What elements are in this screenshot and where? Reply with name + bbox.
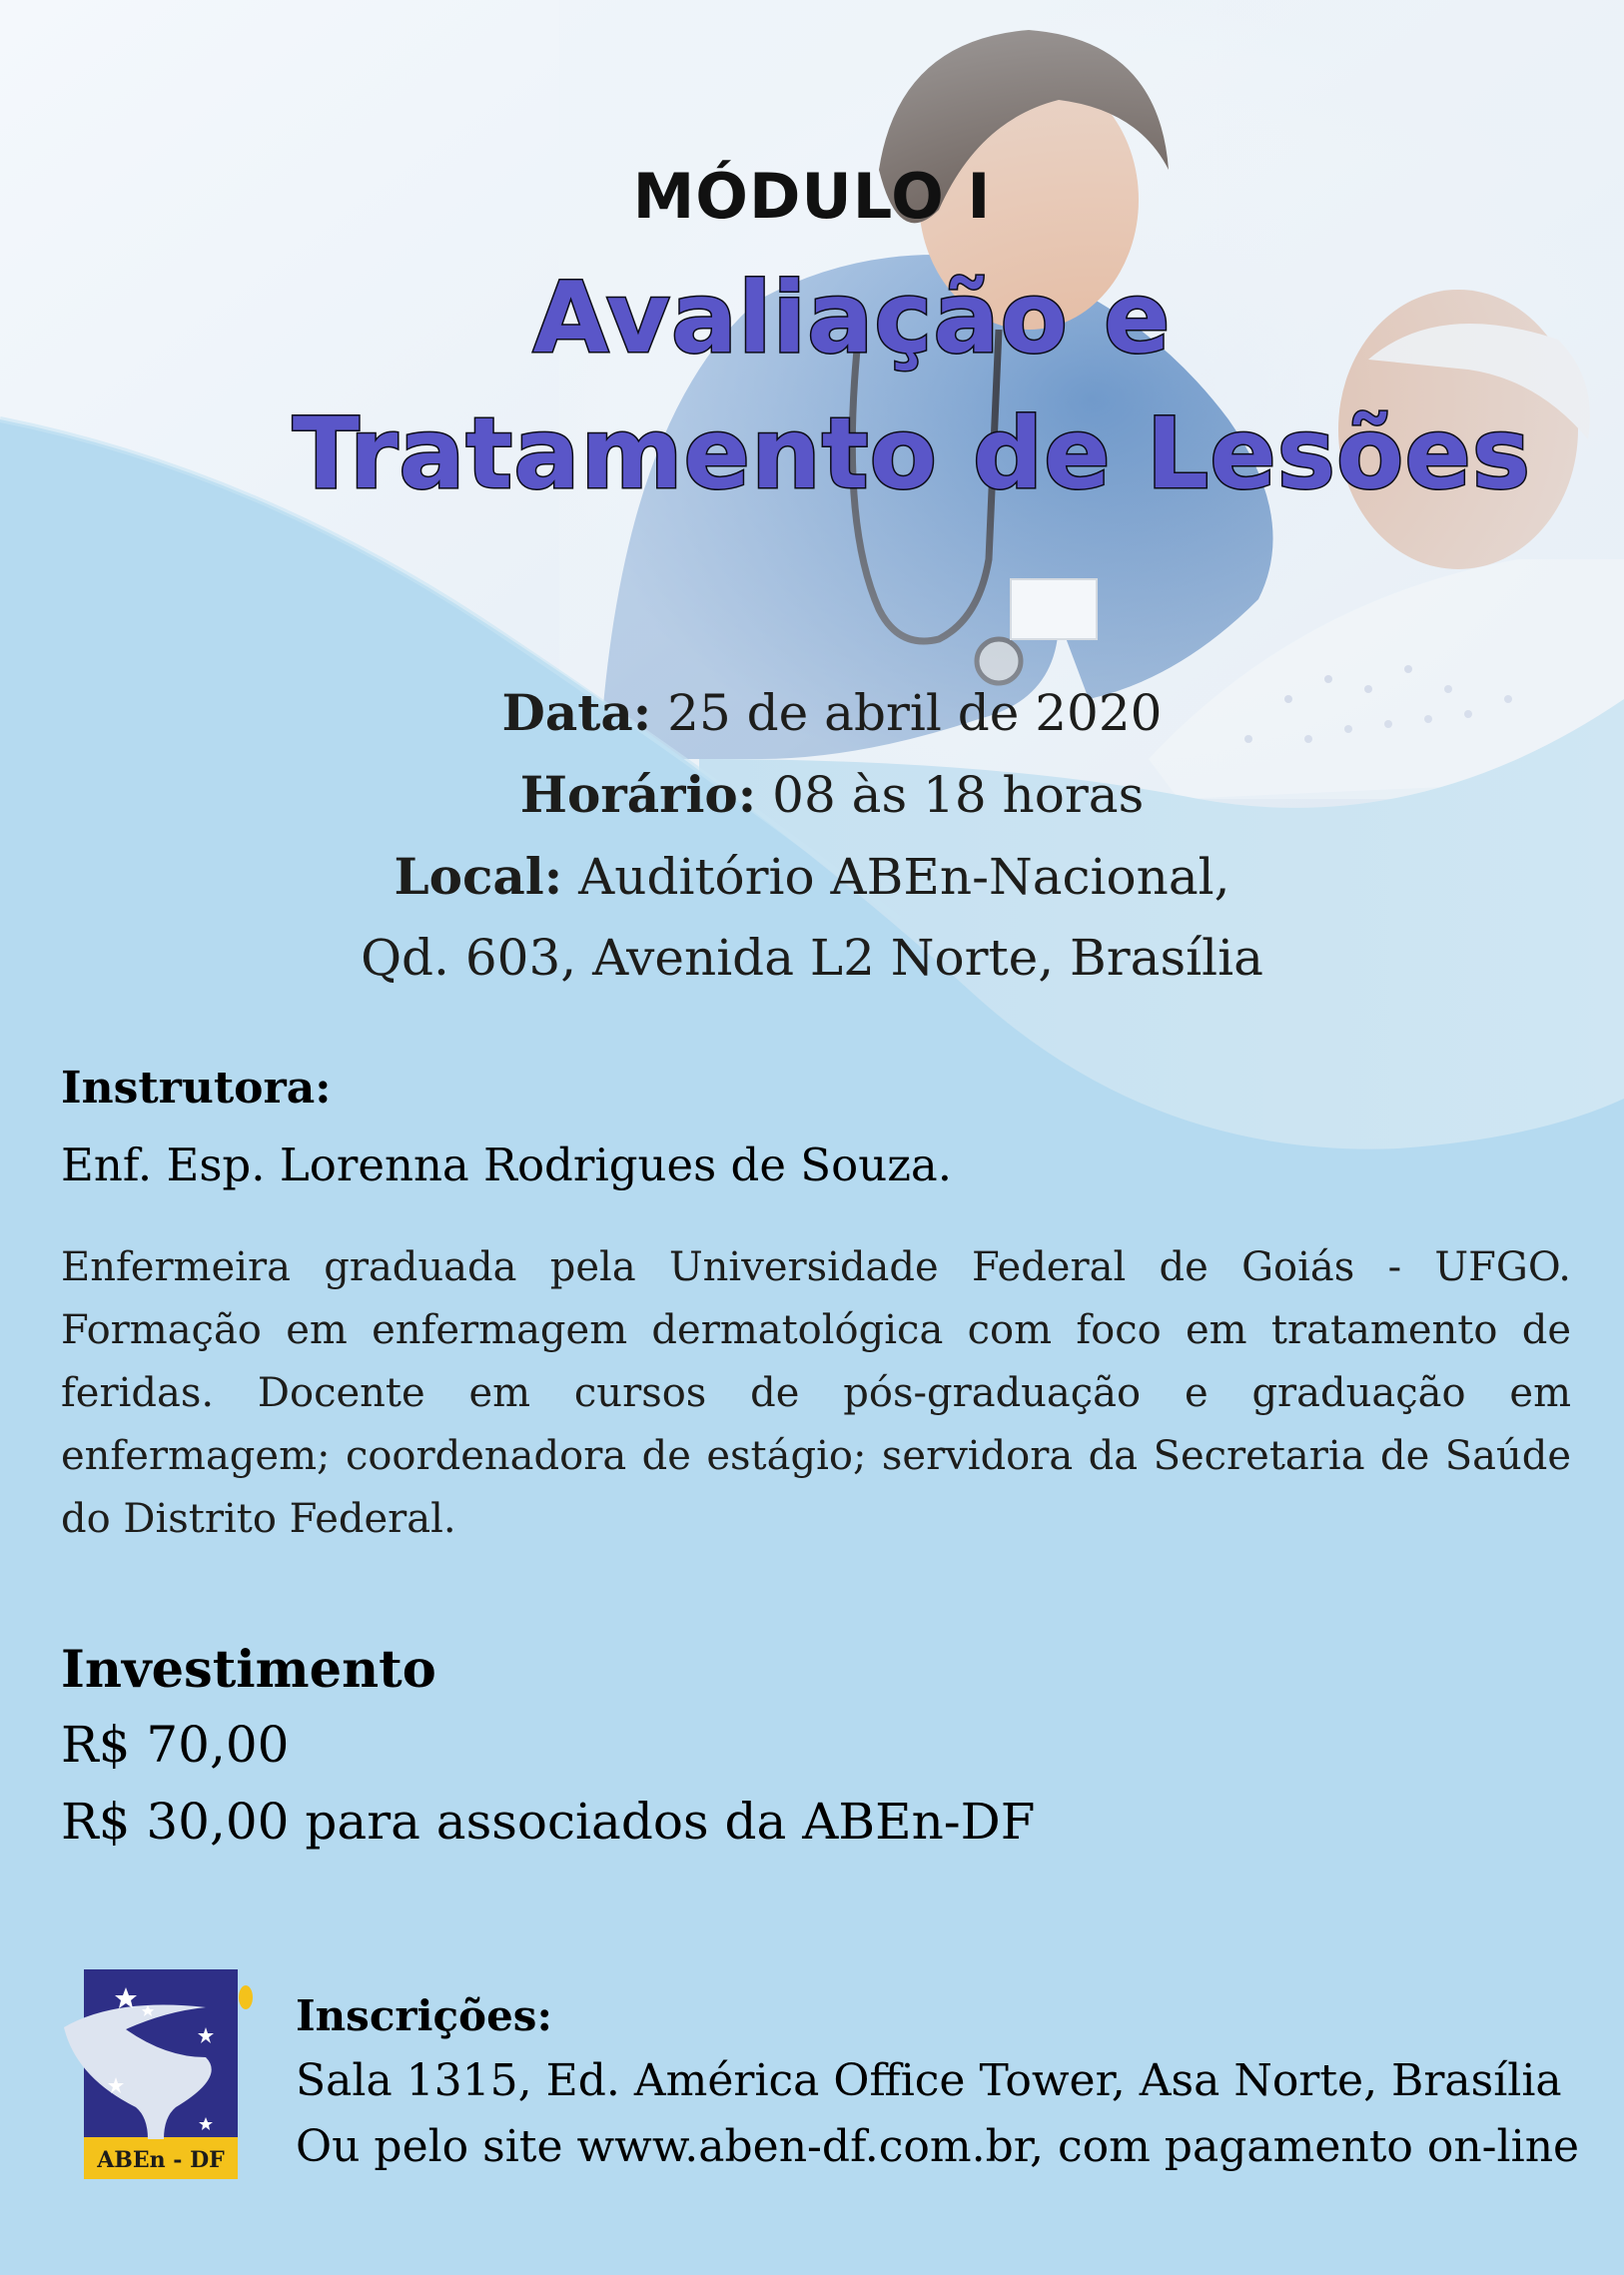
course-title-line-1: Avaliação e xyxy=(532,262,1172,376)
instructor-name: Enf. Esp. Lorenna Rodrigues de Souza. xyxy=(61,1138,953,1191)
event-place xyxy=(0,847,1624,906)
aben-df-logo xyxy=(56,1967,256,2187)
instructor-heading: Instrutora: xyxy=(61,1063,332,1114)
place-label: Local: xyxy=(394,847,563,906)
date-label: Data: xyxy=(501,683,652,742)
price-members: R$ 30,00 para associados da ABEn-DF xyxy=(61,1793,1036,1851)
instructor-bio: Enfermeira graduada pela Universidade Federal de Goiás - UFGO. Formação em enfermagem dermatológica com foco em tratamento de feridas. Docente em cursos de pós-graduação e graduação em enfermagem; coordenadora de estágio; servidora da Secretaria de Saúde do Distrito Federal. xyxy=(61,1244,1571,1542)
event-time xyxy=(20,765,1624,824)
time-label: Horário: xyxy=(519,765,757,824)
registration-website: Ou pelo site www.aben-df.com.br, com pagamento on-line xyxy=(296,2121,1580,2172)
event-address: Qd. 603, Avenida L2 Norte, Brasília xyxy=(361,929,1263,987)
logo-text: ABEn - DF xyxy=(97,2147,225,2173)
investment-heading: Investimento xyxy=(61,1640,436,1700)
price-regular: R$ 70,00 xyxy=(61,1716,290,1774)
time-value: 08 às 18 horas xyxy=(772,766,1145,824)
course-title-line-2: Tratamento de Lesões xyxy=(292,397,1532,511)
registration-address: Sala 1315, Ed. América Office Tower, Asa Norte, Brasília xyxy=(296,2055,1562,2106)
place-value: Auditório ABEn-Nacional, xyxy=(578,848,1230,906)
date-value: 25 de abril de 2020 xyxy=(667,684,1163,742)
registration-heading: Inscrições: xyxy=(296,1991,552,2040)
event-date xyxy=(20,683,1624,742)
module-label: MÓDULO I xyxy=(632,160,992,233)
